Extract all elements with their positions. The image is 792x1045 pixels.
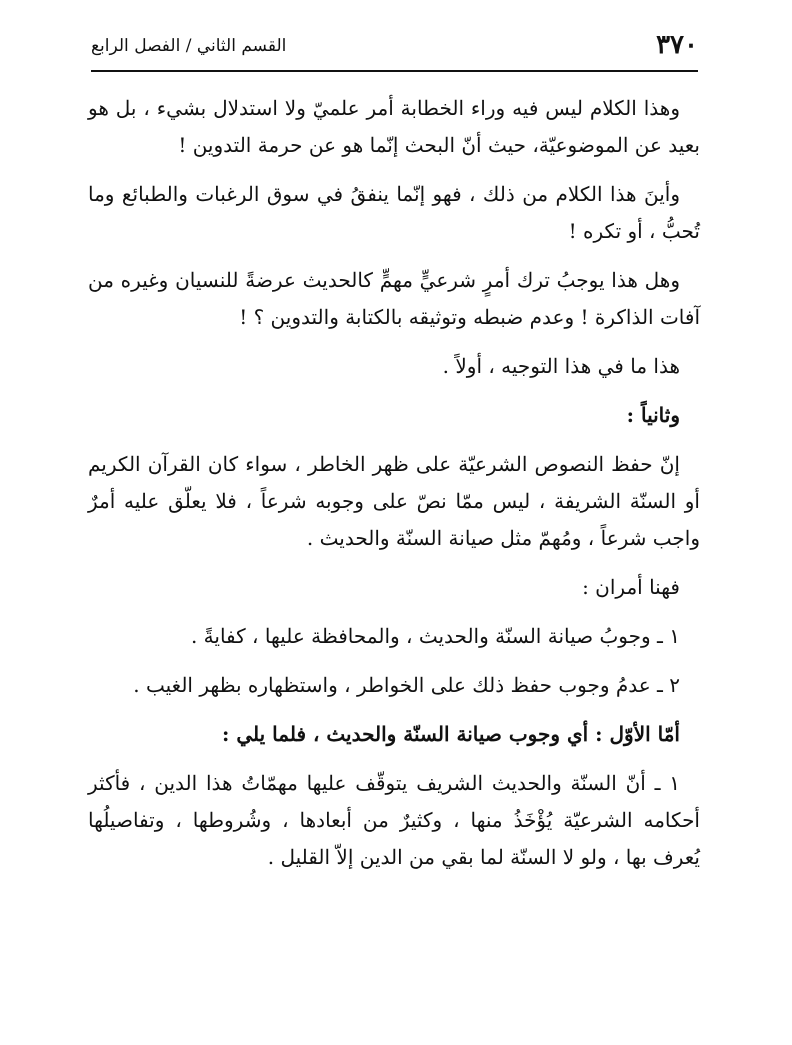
running-title: القسم الثاني / الفصل الرابع <box>91 36 287 56</box>
paragraph-sunnah-importance: ١ ـ أنّ السنّة والحديث الشريف يتوقّف عليها مهمّاتُ هذا الدين ، فأكثر أحكامه الشرعيّة يُؤْخَذُ منها ، وكثيرٌ من أبعادها ، وشُروطها ، وتفاصيلُها يُعرف بها ، ولو لا السنّة لما بقي من الدين إلاّ القليل . <box>88 771 700 869</box>
heading-first-matter: أمّا الأوّل : أي وجوب صيانة السنّة والحديث ، فلما يلي : <box>222 722 680 746</box>
paragraph-question: وهل هذا يوجبُ ترك أمرٍ شرعيٍّ مهمٍّ كالحديث عرضةً للنسيان وغيره من آفات الذاكرة ! وعدم ضبطه وتوثيقه بالكتابة والتدوين ؟ ! <box>88 268 700 329</box>
paragraph-memorization: إنّ حفظ النصوص الشرعيّة على ظهر الخاطر ، سواء كان القرآن الكريم أو السنّة الشريفة ، ليس ممّا نصّ على وجوبه شرعاً ، فلا يعلّق عليه أمرٌ واجب شرعاً ، ومُهمّ مثل صيانة السنّة والحديث . <box>88 452 700 550</box>
paragraph-critique: وهذا الكلام ليس فيه وراء الخطابة أمر علميّ ولا استدلال بشيء ، بل هو بعيد عن الموضوعيّة، حيث أنّ البحث إنّما هو عن حرمة التدوين ! <box>88 96 700 157</box>
heading-secondly: وثانياً : <box>626 403 680 427</box>
body-text <box>88 90 700 876</box>
header-rule <box>91 70 698 72</box>
list-item-1: ١ ـ وجوبُ صيانة السنّة والحديث ، والمحافظة عليها ، كفايةً . <box>190 624 680 648</box>
page-number: ٣٧٠ <box>656 30 698 60</box>
page-header <box>91 28 698 62</box>
paragraph-rhetoric: وأينَ هذا الكلام من ذلك ، فهو إنّما ينفقُ في سوق الرغبات والطبائع وما تُحبُّ ، أو تكره ! <box>88 182 700 243</box>
paragraph-first-point: هذا ما في هذا التوجيه ، أولاً . <box>442 354 680 378</box>
paragraph-two-matters: فهنا أمران : <box>582 575 680 599</box>
list-item-2: ٢ ـ عدمُ وجوب حفظ ذلك على الخواطر ، واستظهاره بظهر الغيب . <box>133 673 680 697</box>
